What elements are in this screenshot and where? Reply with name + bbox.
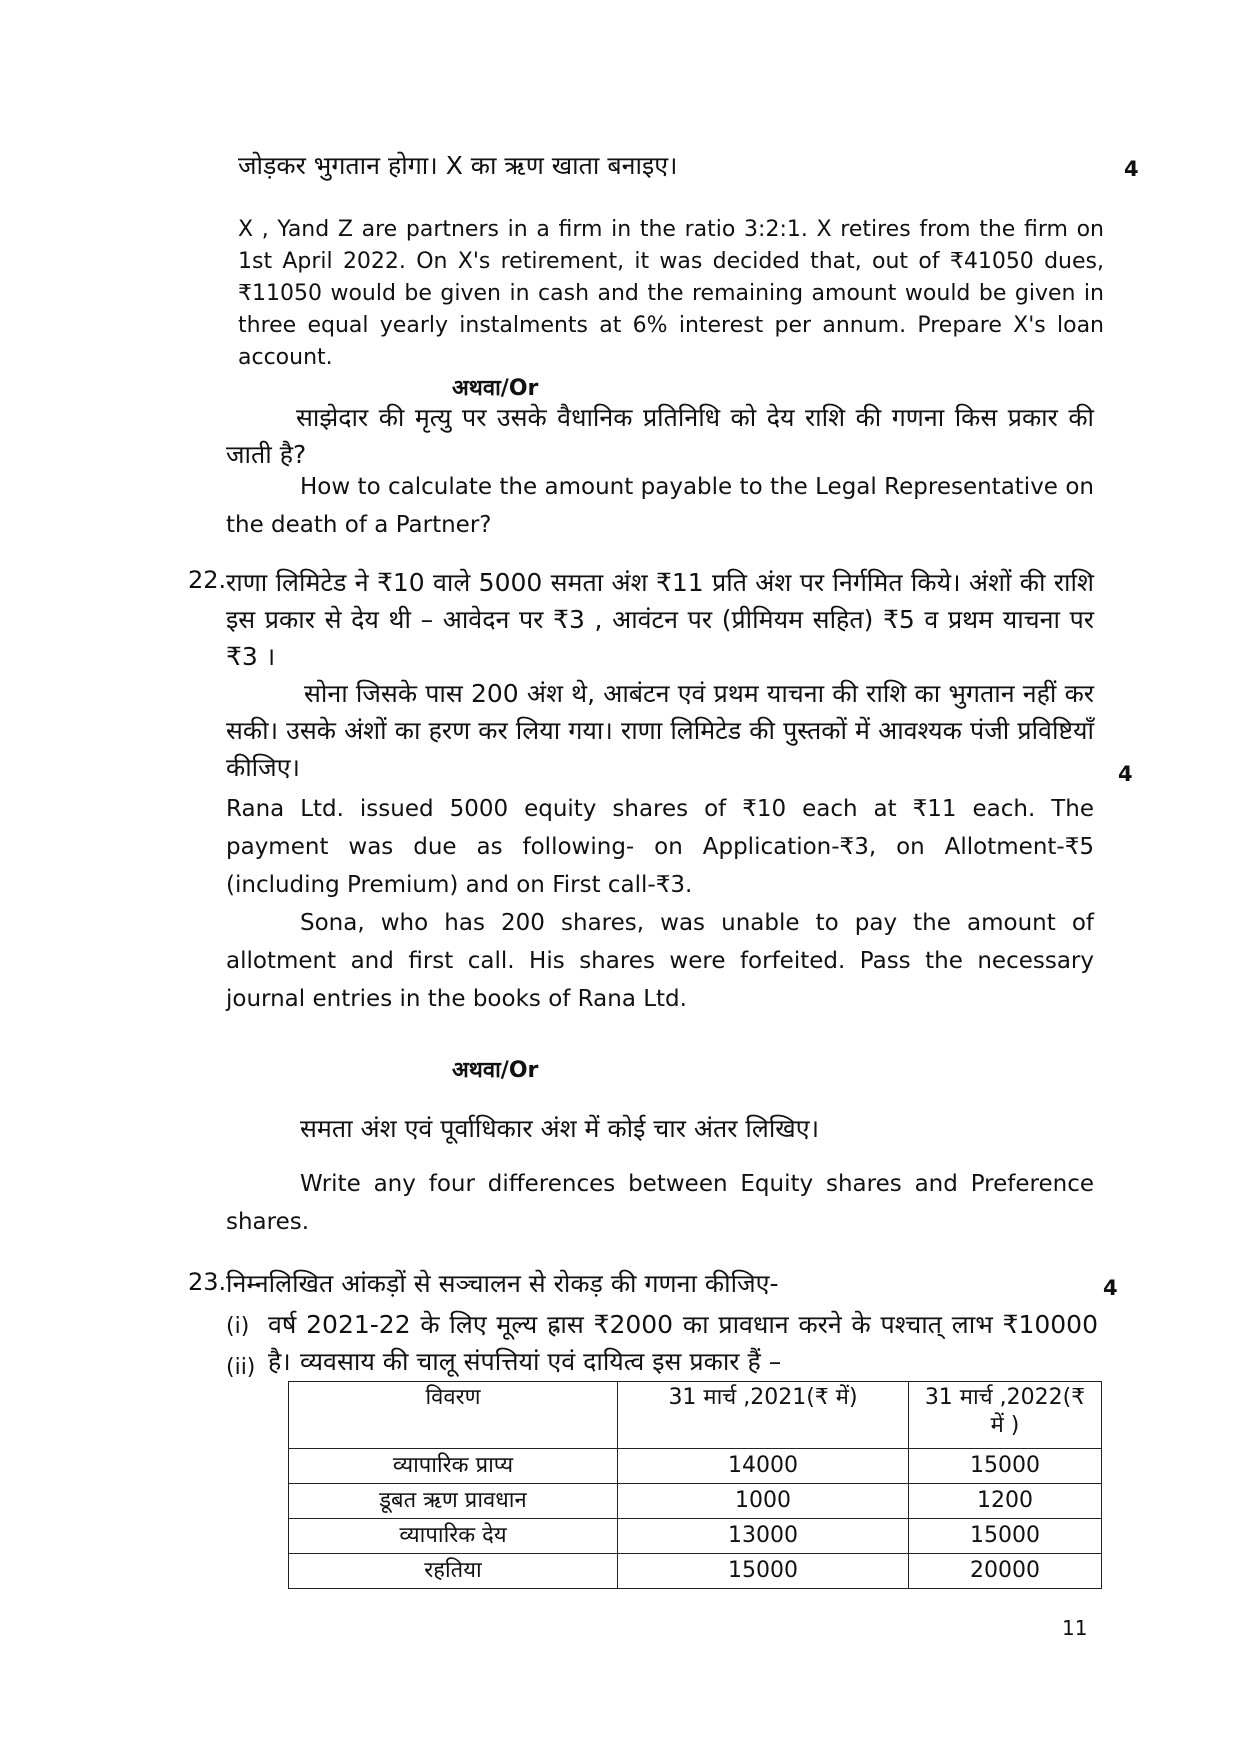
table-header-cell: विवरण: [289, 1382, 618, 1449]
q23-marks: 4: [1103, 1276, 1118, 1300]
table-cell: 15000: [909, 1519, 1102, 1554]
q23-item-text: वर्ष 2021-22 के लिए मूल्य ह्रास ₹2000 का प्रावधान करने के पश्चात् लाभ ₹10000 है।: [268, 1310, 1098, 1376]
q22-or-english: Write any four differences between Equity shares and Preference shares.: [226, 1171, 1094, 1235]
q22-hindi-p2: सोना जिसके पास 200 अंश थे, आबंटन एवं प्रथम याचना की राशि का भुगतान नहीं कर सकी। उसके अंशों का हरण कर लिया गया। राणा लिमिटेड की पुस्तकों में आवश्यक पंजी प्रविष्टियाँ कीजिए।: [226, 679, 1094, 782]
table-cell: 20000: [909, 1554, 1102, 1589]
q21-english: X , Yand Z are partners in a firm in the ratio 3:2:1. X retires from the firm on 1st April 2022. On X's retirement, it was decided that, out of ₹41050 dues, ₹11050 would be given in cash and the remaining amount would be given in three equal yearly instalments at 6% interest per annum. Prepare X's loan account.: [238, 217, 1104, 370]
page-number: 11: [1062, 1616, 1088, 1640]
q22-hindi-p1: राणा लिमिटेड ने ₹10 वाले 5000 समता अंश ₹11 प्रति अंश पर निर्गमित किये। अंशों की राशि इस प्रकार से देय थी – आवेदन पर ₹3 , आवंटन पर (प्रीमियम सहित) ₹5 व प्रथम याचना पर ₹3 ।: [226, 568, 1094, 671]
q23-number: 23.: [188, 1268, 227, 1296]
table-row: [289, 1554, 1102, 1589]
table-cell: 14000: [618, 1449, 909, 1484]
table-header-row: [289, 1382, 1102, 1449]
q21-hindi-tail: जोड़कर भुगतान होगा। X का ऋण खाता बनाइए।: [238, 151, 678, 180]
table-cell: रहतिया: [289, 1554, 618, 1589]
q22-number: 22.: [188, 566, 227, 594]
q22-marks: 4: [1118, 762, 1133, 786]
q23-item-label: (i): [226, 1314, 250, 1339]
table-header-cell: 31 मार्च ,2022(₹ में ): [909, 1382, 1102, 1449]
table-cell: व्यापारिक देय: [289, 1519, 618, 1554]
q23-item-label: (ii): [226, 1355, 256, 1380]
q21-or-label: अथवा/Or: [452, 376, 539, 401]
table-cell: 15000: [618, 1554, 909, 1589]
table-row: [289, 1484, 1102, 1519]
q23-item-text: व्यवसाय की चालू संपत्तियां एवं दायित्व इस प्रकार हैं –: [300, 1347, 782, 1376]
q21-or-hindi: साझेदार की मृत्यु पर उसके वैधानिक प्रतिनिधि को देय राशि की गणना किस प्रकार की जाती है?: [226, 403, 1094, 469]
q22-or-hindi: समता अंश एवं पूर्वाधिकार अंश में कोई चार अंतर लिखिए।: [300, 1114, 820, 1143]
q21-or-english: How to calculate the amount payable to the Legal Representative on the death of a Partner?: [226, 474, 1094, 538]
q23-table: [288, 1381, 1102, 1589]
table-cell: डूबत ऋण प्रावधान: [289, 1484, 618, 1519]
table-row: [289, 1519, 1102, 1554]
q21-marks: 4: [1124, 157, 1139, 181]
q23-intro: निम्नलिखित आंकड़ों से सञ्चालन से रोकड़ की गणना कीजिए-: [226, 1269, 779, 1298]
table-cell: व्यापारिक प्राप्य: [289, 1449, 618, 1484]
q22-or-label: अथवा/Or: [452, 1058, 539, 1083]
table-cell: 13000: [618, 1519, 909, 1554]
table-row: [289, 1449, 1102, 1484]
q22-english-p1: Rana Ltd. issued 5000 equity shares of ₹10 each at ₹11 each. The payment was due as following- on Application-₹3, on Allotment-₹5 (including Premium) and on First call-₹3.: [226, 796, 1094, 898]
table-cell: 1000: [618, 1484, 909, 1519]
table-cell: 1200: [909, 1484, 1102, 1519]
table-cell: 15000: [909, 1449, 1102, 1484]
table-header-cell: 31 मार्च ,2021(₹ में): [618, 1382, 909, 1449]
q22-english-p2: Sona, who has 200 shares, was unable to pay the amount of allotment and first call. His shares were forfeited. Pass the necessary journal entries in the books of Rana Ltd.: [226, 910, 1094, 1012]
